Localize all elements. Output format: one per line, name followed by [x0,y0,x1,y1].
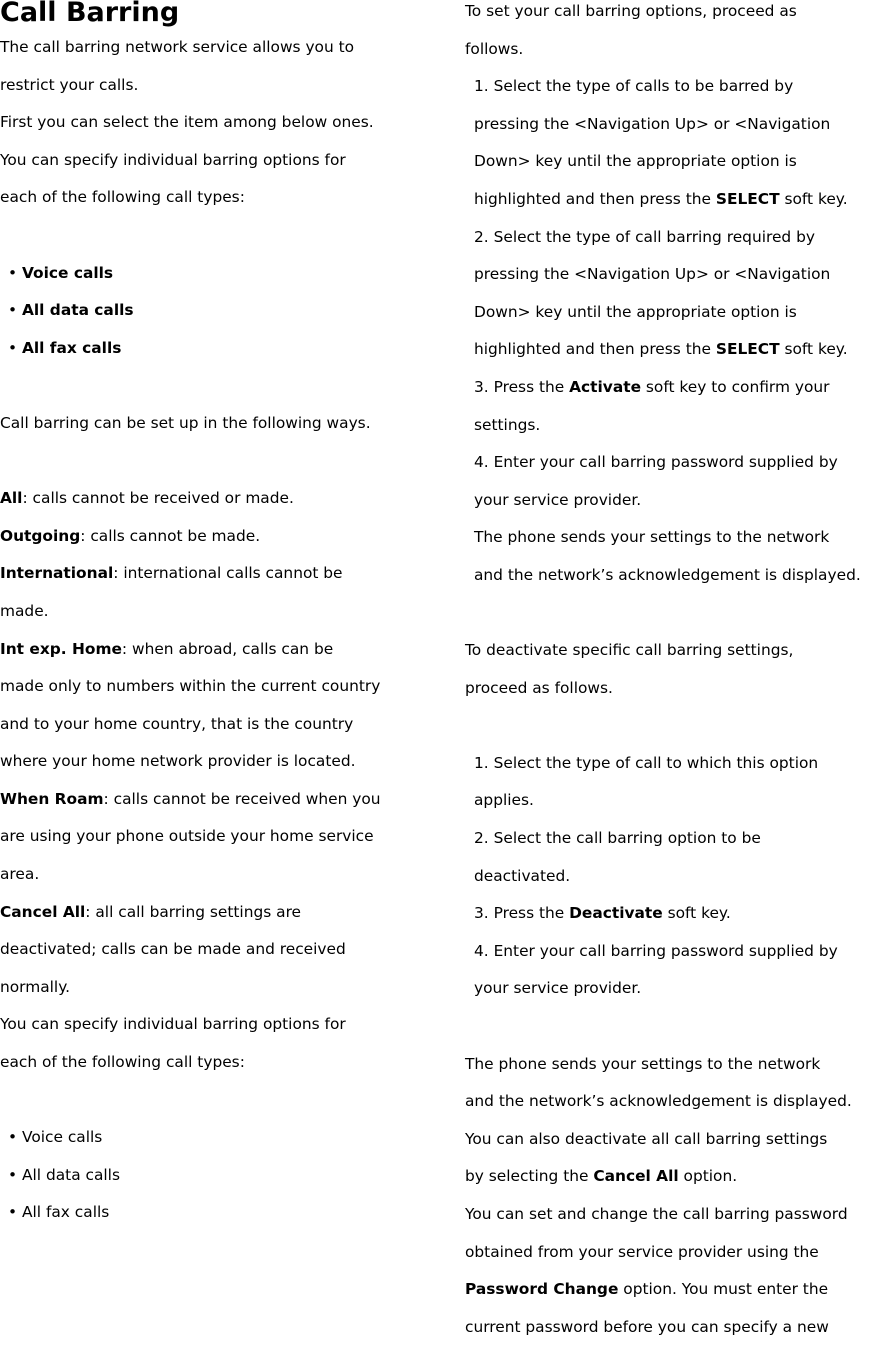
option-desc: : international calls cannot be [113,564,343,583]
list-item [0,330,440,368]
option-line: and to your home country, that is the country [0,714,354,733]
step-text: highlighted and then press the [474,340,716,359]
set-intro: follows. [465,39,524,58]
option-desc: : when abroad, calls can be [121,639,334,658]
step-line: 1. Select the type of call to which this option [474,753,819,772]
step-line: 1. Select the type of calls to be barred by [474,77,794,96]
option-term: International [0,564,114,583]
intro-line: restrict your calls. [0,75,139,94]
list-item-label: All fax calls [21,1203,110,1222]
step-line [465,331,890,369]
option-term: Int exp. Home [0,639,122,658]
list-item-label: Voice calls [21,263,114,282]
spacer [0,1082,440,1120]
outro-line: You can specify individual barring options for [0,1015,346,1034]
option-line: area. [0,865,40,884]
step-text: 3. Press the [474,377,570,396]
list-item [0,292,440,330]
option-line: are using your phone outside your home service [0,827,374,846]
step-text: soft key to confirm your [641,377,830,396]
deact-intro: proceed as follows. [465,678,613,697]
step-line [465,895,890,933]
deactivate-key-label: Deactivate [569,904,663,923]
option-line: made only to numbers within the current country [0,677,381,696]
ways-intro: Call barring can be set up in the following ways. [0,413,371,432]
spacer [465,595,890,633]
step-line: Down> key until the appropriate option is [474,152,797,171]
list-item-label: All data calls [21,1165,120,1184]
spacer [465,1008,890,1046]
list-item [0,255,440,293]
spacer [465,707,890,745]
select-key-label: SELECT [715,189,780,208]
step-line [465,369,890,407]
step-line: 4. Enter your call barring password supplied by [474,941,838,960]
intro-line: You can specify individual barring options for [0,150,346,169]
option-desc: : calls cannot be received or made. [22,489,294,508]
spacer [0,367,440,405]
option-line [0,781,440,819]
option-line: where your home network provider is located. [0,752,356,771]
option-line: made. [0,601,49,620]
deact-intro: To deactivate specific call barring settings, [465,641,794,660]
step-line: and the network’s acknowledgement is displayed. [474,565,861,584]
option-line: normally. [0,977,71,996]
bullet: • [8,1128,18,1147]
option-line [0,631,440,669]
list-item [0,1119,440,1157]
option-term: Cancel All [0,902,86,921]
bullet: • [8,1203,18,1222]
option-line [0,480,440,518]
step-line: your service provider. [474,979,642,998]
step-text: soft key. [779,189,848,208]
option-line [0,894,440,932]
password-change-label: Password Change [465,1280,619,1299]
step-text: soft key. [779,340,848,359]
intro-line: The call barring network service allows you to [0,38,355,56]
list-item-label: All fax calls [21,338,122,357]
closing-line: current password before you can specify a new [465,1317,829,1336]
list-item-label: Voice calls [21,1128,103,1147]
step-line: The phone sends your settings to the network [474,528,830,547]
list-item [0,1157,440,1195]
closing-text: option. You must enter the [618,1280,829,1299]
option-line [0,518,440,556]
option-desc: : calls cannot be made. [80,526,261,545]
option-term: When Roam [0,789,104,808]
option-line: deactivated; calls can be made and received [0,940,346,959]
list-item [0,1194,440,1232]
closing-line: You can set and change the call barring password [465,1205,848,1223]
closing-line: and the network’s acknowledgement is displayed. [465,1092,852,1111]
bullet: • [8,301,18,320]
closing-line: You can also deactivate all call barring settings [465,1129,828,1148]
step-line: deactivated. [474,866,571,885]
page-title: Call Barring [0,0,180,28]
option-line [0,555,440,593]
left-column [0,0,440,1232]
bullet: • [8,263,18,282]
right-column [465,0,890,1346]
spacer [0,443,440,481]
spacer [0,217,440,255]
activate-key-label: Activate [569,377,642,396]
step-line: pressing the <Navigation Up> or <Navigation [474,265,831,284]
step-line [465,181,890,219]
step-line: 2. Select the type of call barring required by [474,227,815,246]
select-key-label: SELECT [715,340,780,359]
option-desc: : all call barring settings are [85,902,302,921]
closing-text: by selecting the [465,1167,594,1186]
step-text: soft key. [662,904,731,923]
step-line: 4. Enter your call barring password supplied by [474,453,838,472]
closing-line [465,1158,890,1196]
step-line: pressing the <Navigation Up> or <Navigation [474,114,831,133]
closing-line: obtained from your service provider using the [465,1242,819,1261]
cancel-all-label: Cancel All [593,1167,679,1186]
option-term: Outgoing [0,526,81,545]
step-text: 3. Press the [474,904,570,923]
step-line: applies. [474,791,534,810]
closing-line: The phone sends your settings to the network [465,1054,821,1073]
set-intro: To set your call barring options, proceed as [465,2,797,20]
closing-text: option. [678,1167,738,1186]
option-desc: : calls cannot be received when you [103,789,381,808]
step-line: 2. Select the call barring option to be [474,829,761,848]
step-line: your service provider. [474,490,642,509]
bullet: • [8,338,18,357]
outro-line: each of the following call types: [0,1053,245,1072]
step-text: highlighted and then press the [474,189,716,208]
option-term: All [0,489,23,508]
intro-line: each of the following call types: [0,188,245,207]
step-line: settings. [474,415,541,434]
list-item-label: All data calls [21,301,134,320]
intro-line: First you can select the item among below ones. [0,113,374,132]
bullet: • [8,1165,18,1184]
step-line: Down> key until the appropriate option is [474,302,797,321]
closing-line [465,1271,890,1309]
